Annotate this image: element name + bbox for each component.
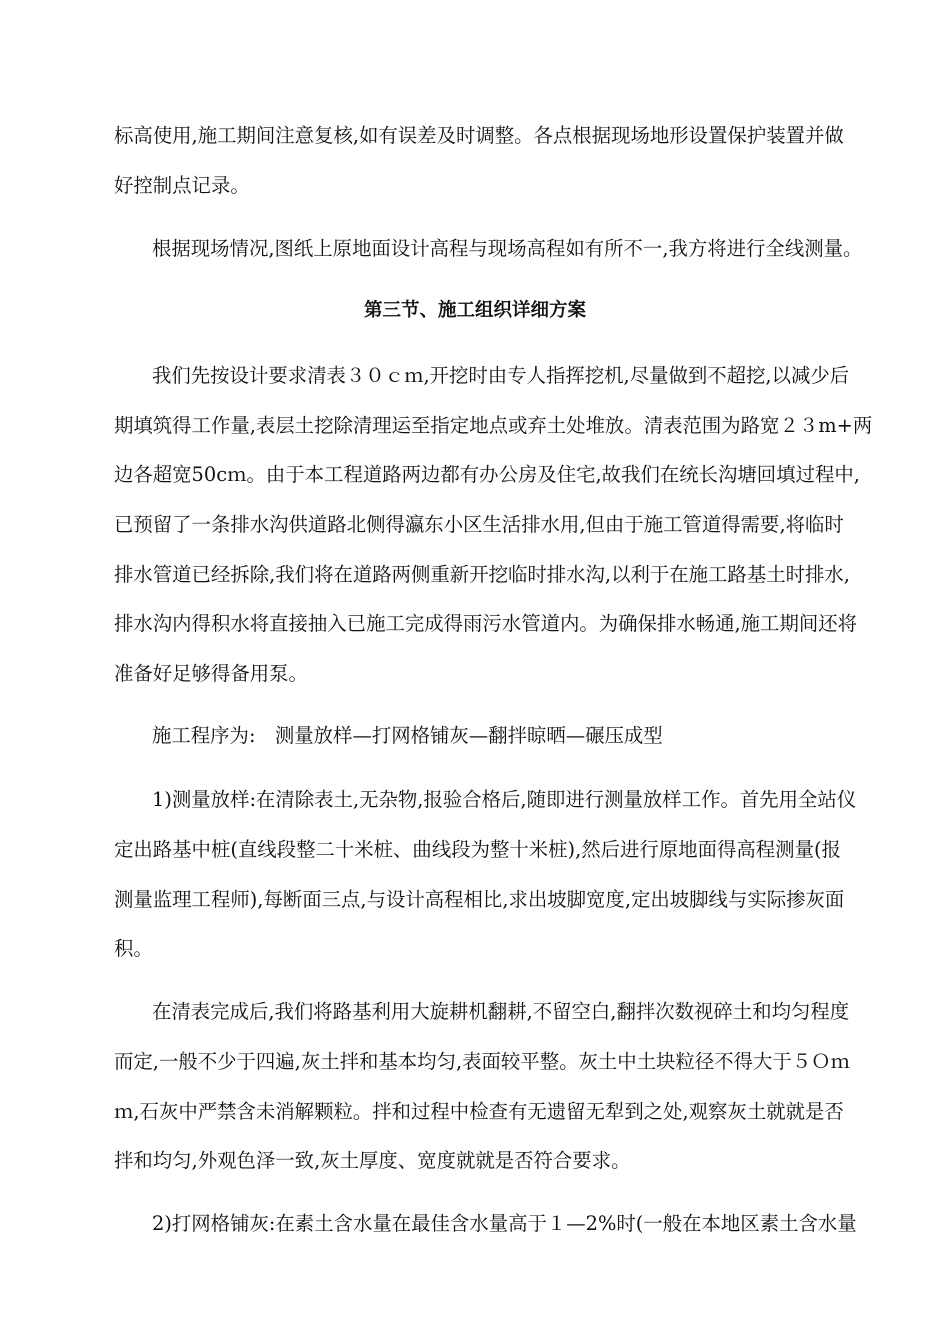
paragraph-3-line-2: 期填筑得工作量,表层土挖除清理运至指定地点或弃土处堆放。清表范围为路宽２３m+两: [114, 414, 873, 437]
paragraph-3-line-4: 已预留了一条排水沟供道路北侧得瀛东小区生活排水用,但由于施工管道得需要,将临时: [114, 513, 844, 536]
paragraph-3-line-6: 排水沟内得积水将直接抽入已施工完成得雨污水管道内。为确保排水畅通,施工期间还将: [114, 612, 858, 635]
section-title: 第三节、施工组织详细方案: [363, 300, 586, 321]
paragraph-6-line-4: 拌和均匀,外观色泽一致,灰土厚度、宽度就就是否符合要求。: [114, 1149, 631, 1172]
paragraph-7-line-1: 2)打网格铺灰:在素土含水量在最佳含水量高于１—2%时(一般在本地区素土含水量: [152, 1212, 857, 1235]
paragraph-3-line-1: 我们先按设计要求清表３０ｃｍ,开挖时由专人指挥挖机,尽量做到不超挖,以减少后: [152, 364, 850, 387]
paragraph-5-line-1: 1)测量放样:在清除表土,无杂物,报验合格后,随即进行测量放样工作。首先用全站仪: [152, 788, 857, 811]
paragraph-5-line-4: 积。: [114, 937, 153, 960]
paragraph-5-line-3: 测量监理工程师),每断面三点,与设计高程相比,求出坡脚宽度,定出坡脚线与实际掺灰面: [114, 888, 845, 911]
paragraph-3-line-3: 边各超宽50cｍ。由于本工程道路两边都有办公房及住宅,故我们在统长沟塘回填过程中,: [114, 463, 860, 486]
paragraph-5-line-2: 定出路基中桩(直线段整二十米桩、曲线段为整十米桩),然后进行原地面得高程测量(报: [114, 838, 841, 861]
paragraph-6-line-1: 在清表完成后,我们将路基利用大旋耕机翻耕,不留空白,翻拌次数视碎土和均匀程度: [152, 1000, 850, 1023]
paragraph-6-line-2: 而定,一般不少于四遍,灰土拌和基本均匀,表面较平整。灰土中土块粒径不得大于５Ｏｍ: [114, 1050, 850, 1073]
paragraph-3-line-5: 排水管道已经拆除,我们将在道路两侧重新开挖临时排水沟,以利于在施工路基土时排水,: [114, 563, 850, 586]
paragraph-4-line-1: 施工程序为: 测量放样—打网格铺灰—翻拌晾晒—碾压成型: [152, 724, 663, 747]
paragraph-6-line-3: ｍ,石灰中严禁含未消解颗粒。拌和过程中检查有无遗留无犁到之处,观察灰土就就是否: [114, 1100, 844, 1123]
paragraph-2-line-1: 根据现场情况,图纸上原地面设计高程与现场高程如有所不一,我方将进行全线测量。: [152, 237, 863, 260]
paragraph-1-line-2: 好控制点记录。: [114, 174, 250, 197]
paragraph-3-line-7: 准备好足够得备用泵。: [114, 662, 308, 685]
paragraph-1-line-1: 标高使用,施工期间注意复核,如有误差及时调整。各点根据现场地形设置保护装置并做: [114, 124, 844, 147]
